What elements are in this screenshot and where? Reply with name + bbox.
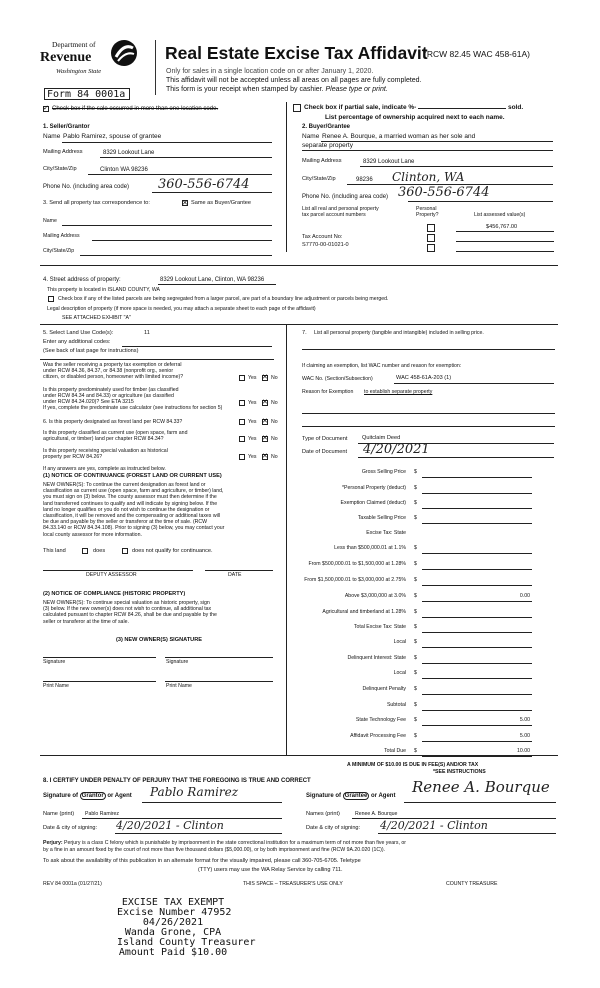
does-qualify-label: does: [93, 548, 106, 554]
wac-value: WAC 458-61A-203 (1): [396, 375, 452, 381]
header-note-1: Only for sales in a single location code on or after January 1, 2020.: [166, 68, 374, 75]
seller-city-label: City/State/Zip: [43, 166, 77, 172]
historic-no-label: No: [271, 454, 278, 460]
form-number: Form 84 0001a: [44, 88, 130, 100]
buyer-mail-label: Mailing Address: [302, 158, 342, 164]
tax-row-label: Agricultural and timberland at 1.28%: [322, 609, 406, 615]
exemption-claim-label: If claiming an exemption, list WAC number and reason for exemption:: [302, 363, 462, 369]
buyer-name-label: Name: [302, 133, 320, 140]
same-as-buyer-label: Same as Buyer/Grantee: [191, 200, 252, 206]
q-timber-4: If yes, complete the predominate use calculator (see instructions for section 5): [43, 405, 223, 411]
seller-city-value: Clinton WA 98236: [100, 167, 148, 173]
tax-row-label: Affidavit Processing Fee: [350, 733, 406, 739]
tax-row-dollar: $: [414, 609, 417, 615]
tax-row-label: Gross Selling Price: [361, 469, 406, 475]
county-treasurer-label: COUNTY TREASURE: [446, 881, 498, 887]
seller-phone-label: Phone No. (including area code): [43, 184, 130, 190]
notice-continuance-line: local county assessor for more information.: [43, 531, 142, 538]
does-not-qualify-label: does not qualify for continuance.: [132, 548, 213, 554]
sec5-label: 5. Select Land Use Code(s):: [43, 330, 114, 336]
dept-line: Department of: [52, 40, 96, 49]
grantor-signature: Pablo Ramirez: [150, 785, 239, 799]
partial-sale-label: Check box if partial sale, indicate %- sold.: [304, 104, 524, 111]
multi-location-check-icon: ✓: [43, 105, 49, 112]
current-use-yes-label: Yes: [248, 436, 257, 442]
new-owner-signature-1: Signature: [43, 659, 66, 665]
treasurer-stamp: [117, 897, 256, 958]
tax-row-label: Delinquent Penalty: [362, 686, 406, 692]
minimum-due: A MINIMUM OF $10.00 IS DUE IN FEE(S) AND/OR TAX: [347, 762, 479, 768]
personal-property-label-2: Property?: [416, 212, 439, 218]
notice-continuance-line: you must sign on (3) below. The county assessor must then determine if the: [43, 494, 217, 501]
state-line: Washington State: [56, 68, 102, 75]
notice-compliance-heading: (2) NOTICE OF COMPLIANCE (HISTORIC PROPERTY): [43, 591, 186, 597]
tax-row-dollar: $: [414, 717, 417, 723]
tax-row-dollar: $: [414, 655, 417, 661]
exemption-no-label: No: [271, 375, 278, 381]
tax-row-dollar: $: [414, 500, 417, 506]
tax-row-label: Subtotal: [386, 702, 406, 708]
q-historic-2: property per RCW 84.26?: [43, 454, 103, 460]
does-qualify-checkbox[interactable]: [82, 548, 88, 554]
buyer-city-value: 98236: [356, 177, 373, 183]
q-current-use-1: Is this property classified as current use (open space, farm and: [43, 430, 188, 436]
personal-property-checkbox-2[interactable]: [427, 234, 435, 242]
notice-compliance-line: NEW OWNER(S): To continue special valuation as historic property, sign: [43, 600, 210, 606]
tax-row-label: State Technology Fee: [355, 717, 406, 723]
reason-label: Reason for Exemption: [302, 389, 354, 395]
tax-row-dollar: $: [414, 545, 417, 551]
q-timber-3: under RCW 84.34.020)? See ETA 3215: [43, 399, 134, 405]
grantee-name-value: Renee A. Bourque: [355, 811, 398, 817]
buyer-city-label: City/State/Zip: [302, 176, 336, 182]
tax-row-dollar: $: [414, 748, 417, 754]
tax-account-label: Tax Account No:: [302, 234, 343, 240]
notice-continuance-line: classification, it will be removed and the compensating or additional taxes will: [43, 513, 221, 520]
page-title: Real Estate Excise Tax Affidavit: [165, 43, 428, 63]
historic-yes-checkbox[interactable]: [239, 454, 245, 460]
forest-yes-label: Yes: [248, 419, 257, 425]
q-historic-1: Is this property receiving special valuation as historical: [43, 448, 168, 454]
timber-no-check-icon: ✕: [262, 399, 268, 406]
partial-sale-checkbox[interactable]: [293, 104, 301, 112]
tax-row-label: Taxable Selling Price: [357, 515, 406, 521]
timber-yes-checkbox[interactable]: [239, 400, 245, 406]
personal-property-checkbox-3[interactable]: [427, 244, 435, 252]
forest-no-check-icon: ✕: [262, 418, 268, 425]
notice-continuance-line: land transferred continues to qualify and will indicate by signing below. If the: [43, 500, 218, 507]
wac-label: WAC No. (Section/Subsection): [302, 376, 373, 382]
account-list-label-2: tax parcel account numbers: [302, 212, 366, 218]
notice-compliance-line: calculated pursuant to chapter RCW 84.26, shall be due and payable by the: [43, 612, 217, 619]
rcw-reference: (RCW 82.45 WAC 458-61A): [424, 49, 530, 59]
notice-continuance-heading: (1) NOTICE OF CONTINUANCE (FOREST LAND OR CURRENT USE): [43, 473, 222, 479]
tax-row-dollar: $: [414, 515, 417, 521]
seller-heading: 1. Seller/Grantor: [43, 124, 90, 130]
notice-continuance-line: NEW OWNER(S): To continue the current designation as forest land or: [43, 482, 206, 488]
deputy-assessor-label: DEPUTY ASSESSOR: [86, 572, 137, 578]
personal-property-checkbox-1[interactable]: [427, 224, 435, 232]
tax-row-dollar: $: [414, 686, 417, 692]
grantee-date-label: Date & city of signing:: [306, 825, 361, 831]
tax-row-dollar: $: [414, 702, 417, 708]
exemption-yes-label: Yes: [248, 375, 257, 381]
notice-compliance-line: seller or transferor at the time of sale.: [43, 618, 129, 625]
doc-type-label: Type of Document: [302, 436, 348, 442]
doc-date-label: Date of Document: [302, 449, 348, 455]
grantor-name-value: Pablo Ramirez: [85, 811, 120, 817]
assessed-value: $456,767.00: [486, 224, 518, 230]
new-owner-signature-heading: (3) NEW OWNER(S) SIGNATURE: [116, 637, 202, 643]
tax-row-label: Local: [393, 670, 406, 676]
stamp-line: Amount Paid $10.00: [118, 947, 228, 958]
grantee-signature-label: Signature of Grantee or Agent: [306, 793, 396, 799]
this-land-label: This land: [43, 548, 66, 554]
tax-row-label: Delinquent Interest: State: [347, 655, 406, 661]
header-note-3: This form is your receipt when stamped by cashier. Please type or print.: [166, 86, 388, 93]
sec3-name-label: Name: [43, 218, 57, 224]
legal-exhibit: SEE ATTACHED EXHIBIT "A": [62, 315, 131, 321]
grantor-signature-label: Signature of Grantor or Agent: [43, 793, 132, 799]
seller-mail-value: 8329 Lookout Lane: [103, 150, 155, 156]
tax-row-dollar: $: [414, 593, 417, 599]
current-use-no-label: No: [271, 436, 278, 442]
perjury-line-1: Perjury: Perjury is a class C felony which is punishable by imprisonment in the state correctional institution for a maximum term of not more than five years, or: [43, 840, 406, 846]
tax-row-dollar: $: [414, 639, 417, 645]
grantor-date-city: 4/20/2021 - Clinton: [116, 819, 224, 832]
see-instructions-note: *SEE INSTRUCTIONS: [433, 769, 486, 775]
certify-statement: 8. I CERTIFY UNDER PENALTY OF PERJURY THAT THE FOREGOING IS TRUE AND CORRECT: [43, 778, 311, 784]
grantee-name-label: Names (print): [306, 811, 340, 817]
q-timber-2: under RCW 84.34 and 84.33) or agriculture (as classified: [43, 393, 174, 399]
buyer-name-value-2: separate property: [302, 142, 353, 149]
buyer-mail-value: 8329 Lookout Lane: [363, 159, 415, 165]
grantor-name-label: Name (print): [43, 811, 75, 817]
tax-row-label: Excise Tax: State: [366, 530, 406, 536]
tax-row-value: 10.00: [517, 748, 530, 754]
q-exemption-1: Was the seller receiving a property tax exemption or deferral: [43, 362, 182, 368]
legal-description-label: Legal description of property (if more space is needed, you may attach a separate sheet to each page of the affidavit): [47, 306, 316, 312]
sec4-label: 4. Street address of property:: [43, 277, 121, 283]
sec3-city-label: City/State/Zip: [43, 248, 75, 254]
sec7-label: List all personal property (tangible and intangible) included in selling price.: [314, 330, 484, 336]
tax-row-dollar: $: [414, 485, 417, 491]
revenue-logo: [34, 35, 144, 85]
historic-yes-label: Yes: [248, 454, 257, 460]
tax-row-label: From $1,500,000.01 to $3,000,000 at 2.75%: [304, 577, 406, 583]
buyer-phone-label: Phone No. (including area code): [302, 194, 389, 200]
forest-yes-checkbox[interactable]: [239, 419, 245, 425]
buyer-heading: 2. Buyer/Grantee: [302, 124, 351, 130]
tax-row-dollar: $: [414, 670, 417, 676]
if-any-yes: If any answers are yes, complete as instructed below.: [43, 466, 166, 472]
sec7-number: 7.: [302, 330, 307, 336]
sec3-mail-label: Mailing Address: [43, 233, 80, 239]
current-use-yes-checkbox[interactable]: [239, 436, 245, 442]
reason-value: to establish separate property: [364, 389, 433, 395]
q-forest: 6. Is this property designated as forest land per RCW 84.33?: [43, 419, 183, 425]
alt-format-line-2: (TTY) users may use the WA Relay Service by calling 711.: [198, 867, 343, 873]
notice-continuance-text: [43, 482, 224, 538]
seller-name-value: Pablo Ramirez, spouse of grantee: [63, 133, 162, 140]
tax-row-value: 5.00: [519, 717, 530, 723]
multi-location-label: Check box if the sale occurred in more than one location code.: [52, 106, 219, 112]
property-located: This property is located in ISLAND COUNTY, WA: [47, 287, 161, 293]
grantor-date-label: Date & city of signing:: [43, 825, 98, 831]
tax-row-label: *Personal Property (deduct): [341, 485, 406, 491]
does-not-qualify-checkbox[interactable]: [122, 548, 128, 554]
segregation-label: Check box if any of the listed parcels are being segregated from a larger parcel, are part of a boundary line adjustment or parcels being merged.: [58, 296, 389, 302]
q-exemption-3: citizen, or disabled person, homeowner with limited income)?: [43, 374, 184, 380]
revenue-logo-icon: [110, 39, 138, 67]
tax-row-dollar: $: [414, 577, 417, 583]
tax-row-label: Above $3,000,000 at 3.0%: [344, 593, 406, 599]
assessor-date-label: DATE: [228, 572, 242, 578]
notice-continuance-line: classification as current use (open space, farm and agriculture, or timber) land,: [43, 488, 224, 495]
buyer-city-handwritten: Clinton, WA: [392, 170, 465, 184]
account-list-label-1: List all real and personal property: [302, 206, 379, 212]
tax-row-label: Total Due: [384, 748, 406, 754]
seller-name-label: Name: [43, 133, 61, 140]
perjury-line-2: by a fine in an amount fixed by the court of not more than five thousand dollars ($5,000.00), or by both imprisonment and fine (RCW 9A.20.020 (1C)).: [43, 847, 385, 853]
q-exemption-2: under RCW 84.36, 84.37, or 84.38 (nonprofit org., senior: [43, 368, 174, 374]
notice-continuance-line: 84.33.140 or RCW 84.34.108). Prior to signing (3) below, you may contact your: [43, 525, 225, 532]
property-address: 8329 Lookout Lane, Clinton, WA 98236: [160, 277, 265, 283]
timber-no-label: No: [271, 400, 278, 406]
historic-no-check-icon: ✕: [262, 453, 268, 460]
new-owner-print-1: Print Name: [43, 683, 69, 689]
additional-codes-label: Enter any additional codes:: [43, 339, 111, 345]
notice-continuance-line: land no longer qualifies or you do not wish to continue the designation or: [43, 506, 210, 513]
revenue-wordmark: Revenue: [40, 50, 92, 65]
current-use-no-check-icon: ✕: [262, 435, 268, 442]
tax-row-label: Exemption Claimed (deduct): [340, 500, 406, 506]
stamp-line: Excise Number 47952: [117, 907, 232, 918]
see-instructions: (See back of last page for instructions): [43, 348, 139, 354]
forest-no-label: No: [271, 419, 278, 425]
buyer-name-value-1: Renee A. Bourque, a married woman as her sole and: [322, 133, 476, 140]
grantee-date-city: 4/20/2021 - Clinton: [380, 819, 488, 832]
tax-row-dollar: $: [414, 733, 417, 739]
personal-property-label-1: Personal: [416, 206, 437, 212]
percentage-note: List percentage of ownership acquired next to each name.: [325, 114, 505, 121]
tax-account-value: S7770-00-01021-0: [302, 242, 349, 248]
sec3-label: 3. Send all property tax correspondence to:: [43, 200, 150, 206]
notice-compliance-text: [43, 600, 217, 625]
seller-mail-label: Mailing Address: [43, 149, 83, 155]
grantee-signature: Renee A. Bourque: [412, 778, 550, 796]
seller-phone-value: 360-556-6744: [158, 177, 250, 192]
land-use-code: 11: [144, 330, 150, 336]
new-owner-signature-2: Signature: [166, 659, 189, 665]
buyer-phone-value: 360-556-6744: [398, 185, 490, 200]
tax-row-dollar: $: [414, 561, 417, 567]
stamp-line: EXCISE TAX EXEMPT: [121, 897, 225, 908]
doc-date-value: 4/20/2021: [363, 442, 430, 457]
q-timber-1: Is this property predominately used for timber (as classified: [43, 387, 179, 393]
stamp-line: Island County Treasurer: [117, 937, 256, 948]
treasurer-space-label: THIS SPACE – TREASURER'S USE ONLY: [243, 881, 343, 887]
new-owner-print-2: Print Name: [166, 683, 192, 689]
stamp-line: Wanda Grone, CPA: [124, 927, 222, 938]
timber-yes-label: Yes: [248, 400, 257, 406]
header-note-2: This affidavit will not be accepted unless all areas on all pages are fully completed.: [166, 77, 422, 84]
notice-continuance-line: be due and payable by the seller or transferor at the time of sale. (RCW: [43, 519, 208, 526]
tax-row-dollar: $: [414, 469, 417, 475]
tax-row-label: Less than $500,000.01 at 1.1%: [334, 545, 406, 551]
segregation-checkbox[interactable]: [48, 296, 54, 302]
tax-row-dollar: $: [414, 624, 417, 630]
exemption-yes-checkbox[interactable]: [239, 375, 245, 381]
assessed-label: List assessed value(s): [474, 212, 526, 218]
q-current-use-2: agricultural, or timber) land per chapter RCW 84.34?: [43, 436, 164, 442]
doc-type-value: Quitclaim Deed: [362, 435, 401, 441]
tax-row-value: 5.00: [519, 733, 530, 739]
tax-row-label: Local: [393, 639, 406, 645]
tax-row-value: 0.00: [519, 593, 530, 599]
alt-format-line-1: To ask about the availability of this publication in an alternate format for the visually impaired, please call 360-705-6705. Teletype: [43, 858, 361, 864]
stamp-line: 04/26/2021: [142, 917, 204, 928]
tax-row-label: From $500,000.01 to $1,500,000 at 1.28%: [308, 561, 406, 567]
same-as-buyer-check-icon: ✕: [182, 200, 188, 207]
exemption-no-check-icon: ✕: [262, 374, 268, 381]
notice-compliance-line: (3) below. If the new owner(s) does not wish to continue, all additional tax: [43, 606, 212, 613]
tax-row-label: Total Excise Tax: State: [353, 624, 406, 630]
revision-label: REV 84 0001a (01/27/21): [43, 881, 102, 887]
